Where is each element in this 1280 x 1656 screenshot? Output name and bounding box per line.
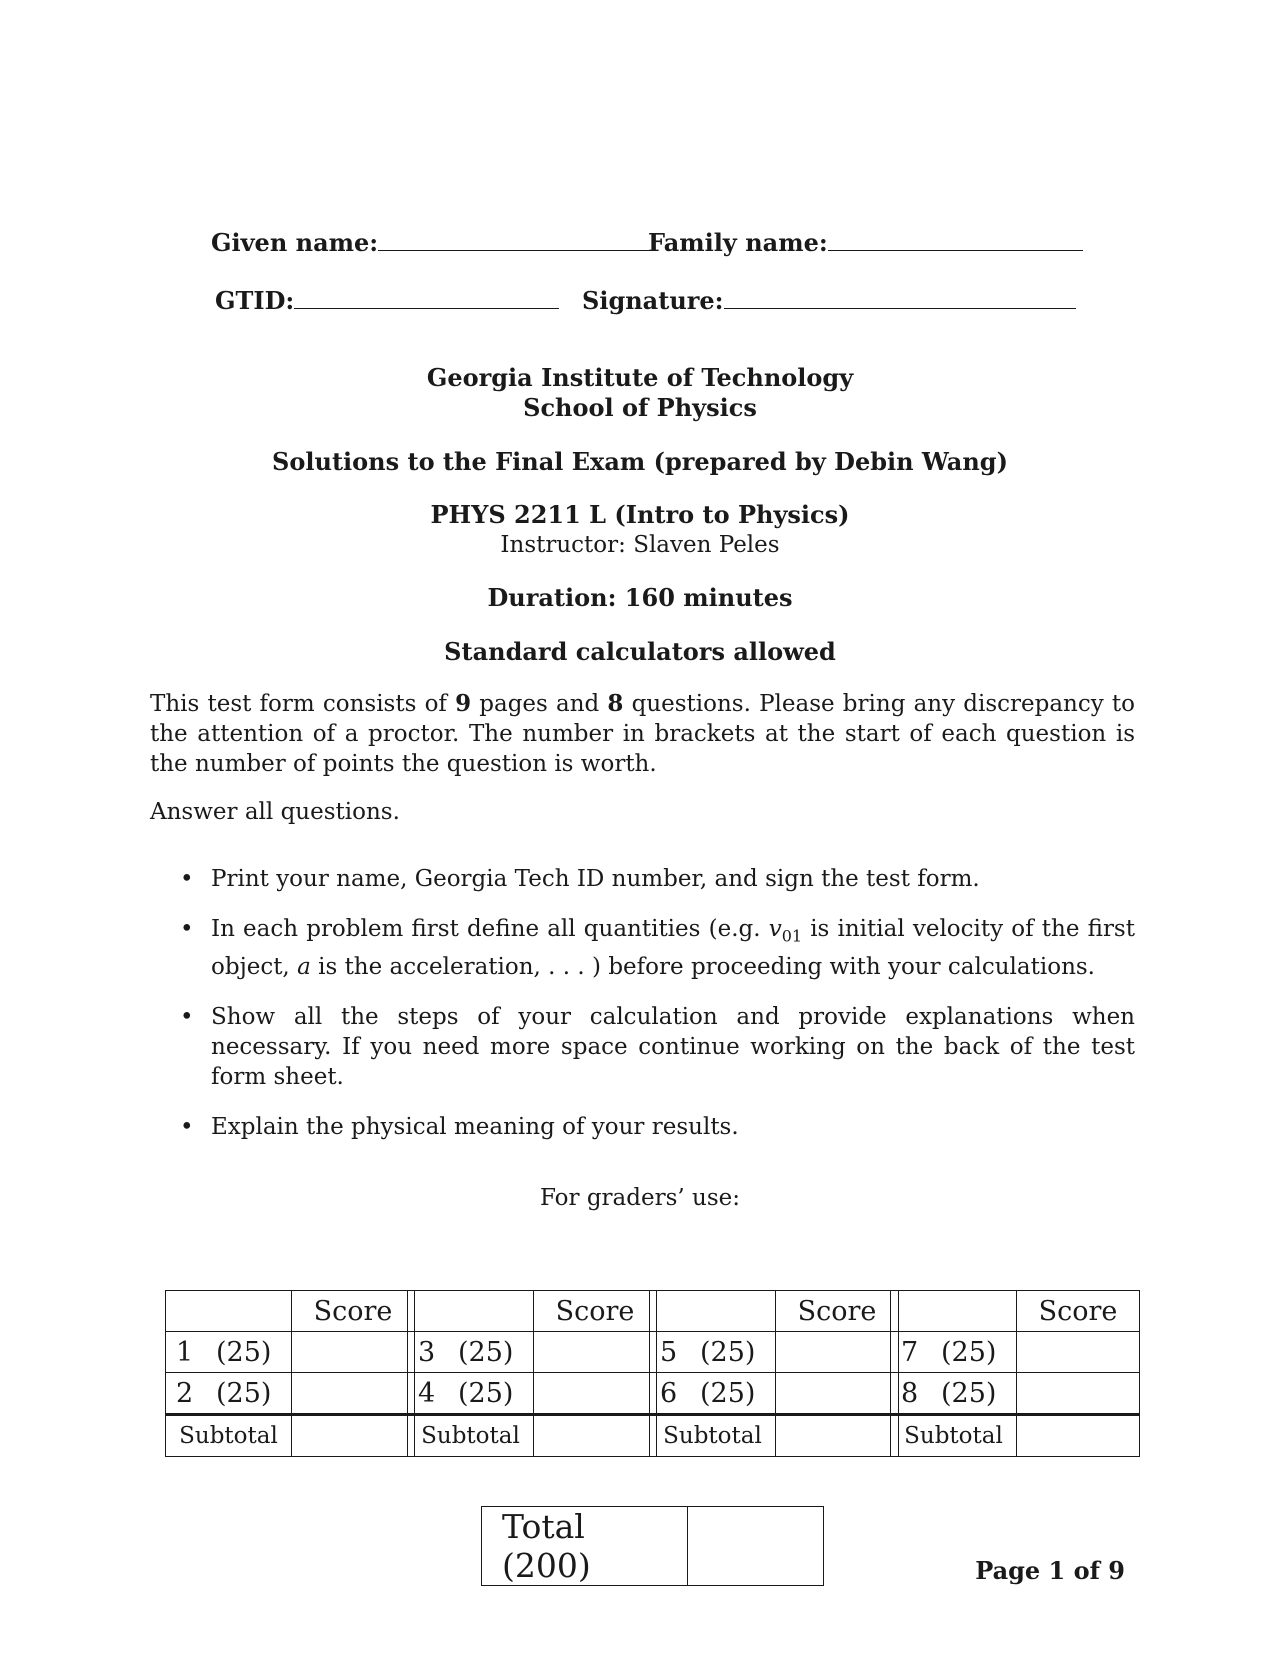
score-header: Score <box>292 1291 415 1332</box>
course-name: PHYS 2211 L (Intro to Physics) <box>430 500 850 529</box>
score-header: Score <box>776 1291 899 1332</box>
page-count: 9 <box>455 690 472 717</box>
subtotal-cell[interactable] <box>534 1415 657 1457</box>
family-name-line[interactable] <box>828 250 1083 251</box>
list-item: • Print your name, Georgia Tech ID number, and sign the test form. <box>180 864 1135 894</box>
exam-title: Solutions to the Final Exam (prepared by Debin Wang) <box>272 447 1008 476</box>
signature-line[interactable] <box>724 308 1076 309</box>
graders-label: For graders’ use: <box>539 1185 740 1211</box>
total-table <box>481 1506 824 1586</box>
exam-duration: Duration: 160 minutes <box>487 583 793 612</box>
score-cell[interactable] <box>1017 1373 1140 1415</box>
subtotal-label: Subtotal <box>650 1415 776 1457</box>
question-count: 8 <box>607 690 624 717</box>
answer-all-text: Answer all questions. <box>150 799 400 825</box>
subtotal-label: Subtotal <box>408 1415 534 1457</box>
subtotal-cell[interactable] <box>1017 1415 1140 1457</box>
list-item: • In each problem first define all quantities (e.g. $v_{01}$ is initial velocity of the first object, a is the acceleration, . . . ) before proceeding with your calculations. <box>180 914 1135 982</box>
table-row: 7 (25) <box>891 1332 1140 1373</box>
table-row: 3 (25) <box>408 1332 657 1373</box>
score-cell[interactable] <box>776 1332 899 1373</box>
score-cell[interactable] <box>534 1332 657 1373</box>
gtid-line[interactable] <box>294 308 559 309</box>
gtid-label: GTID: <box>215 286 295 315</box>
score-cell[interactable] <box>534 1373 657 1415</box>
subtotal-label: Subtotal <box>891 1415 1017 1457</box>
table-row: 8 (25) <box>891 1373 1140 1415</box>
score-header: Score <box>1017 1291 1140 1332</box>
subtotal-cell[interactable] <box>292 1415 415 1457</box>
institute-name: Georgia Institute of Technology <box>426 363 854 392</box>
score-table <box>890 1290 1140 1457</box>
table-row: 6 (25) <box>650 1373 899 1415</box>
score-table <box>165 1290 415 1457</box>
family-name-label: Family name: <box>648 228 828 257</box>
signature-field[interactable] <box>582 286 1076 315</box>
subtotal-label: Subtotal <box>166 1415 292 1457</box>
calculator-policy: Standard calculators allowed <box>444 637 836 666</box>
gtid-field[interactable] <box>215 286 559 315</box>
table-row: 1 (25) <box>166 1332 415 1373</box>
score-cell[interactable] <box>776 1373 899 1415</box>
score-cell[interactable] <box>292 1373 415 1415</box>
score-header: Score <box>534 1291 657 1332</box>
page-number: Page 1 of 9 <box>975 1556 1125 1585</box>
given-name-line[interactable] <box>378 250 653 251</box>
score-table <box>649 1290 899 1457</box>
instructor-name: Instructor: Slaven Peles <box>500 532 780 558</box>
table-row: 5 (25) <box>650 1332 899 1373</box>
given-name-label: Given name: <box>211 228 379 257</box>
total-label: Total (200) <box>482 1507 688 1586</box>
subtotal-cell[interactable] <box>776 1415 899 1457</box>
school-name: School of Physics <box>523 393 757 422</box>
signature-label: Signature: <box>582 286 724 315</box>
table-row: 2 (25) <box>166 1373 415 1415</box>
list-item: • Show all the steps of your calculation and provide explanations when necessary. If you need more space continue working on the back of the test form sheet. <box>180 1002 1135 1092</box>
score-cell[interactable] <box>1017 1332 1140 1373</box>
table-row: 4 (25) <box>408 1373 657 1415</box>
score-table <box>407 1290 657 1457</box>
score-cell[interactable] <box>292 1332 415 1373</box>
intro-paragraph: This test form consists of 9 pages and 8 questions. Please bring any discrepancy to the attention of a proctor. The number in brackets at the start of each question is the number of points the question is worth. <box>150 690 1135 777</box>
total-cell[interactable] <box>688 1507 824 1586</box>
given-name-field[interactable] <box>211 228 653 257</box>
family-name-field[interactable] <box>648 228 1083 257</box>
instructions-list <box>180 864 1135 1162</box>
list-item: • Explain the physical meaning of your results. <box>180 1112 1135 1142</box>
